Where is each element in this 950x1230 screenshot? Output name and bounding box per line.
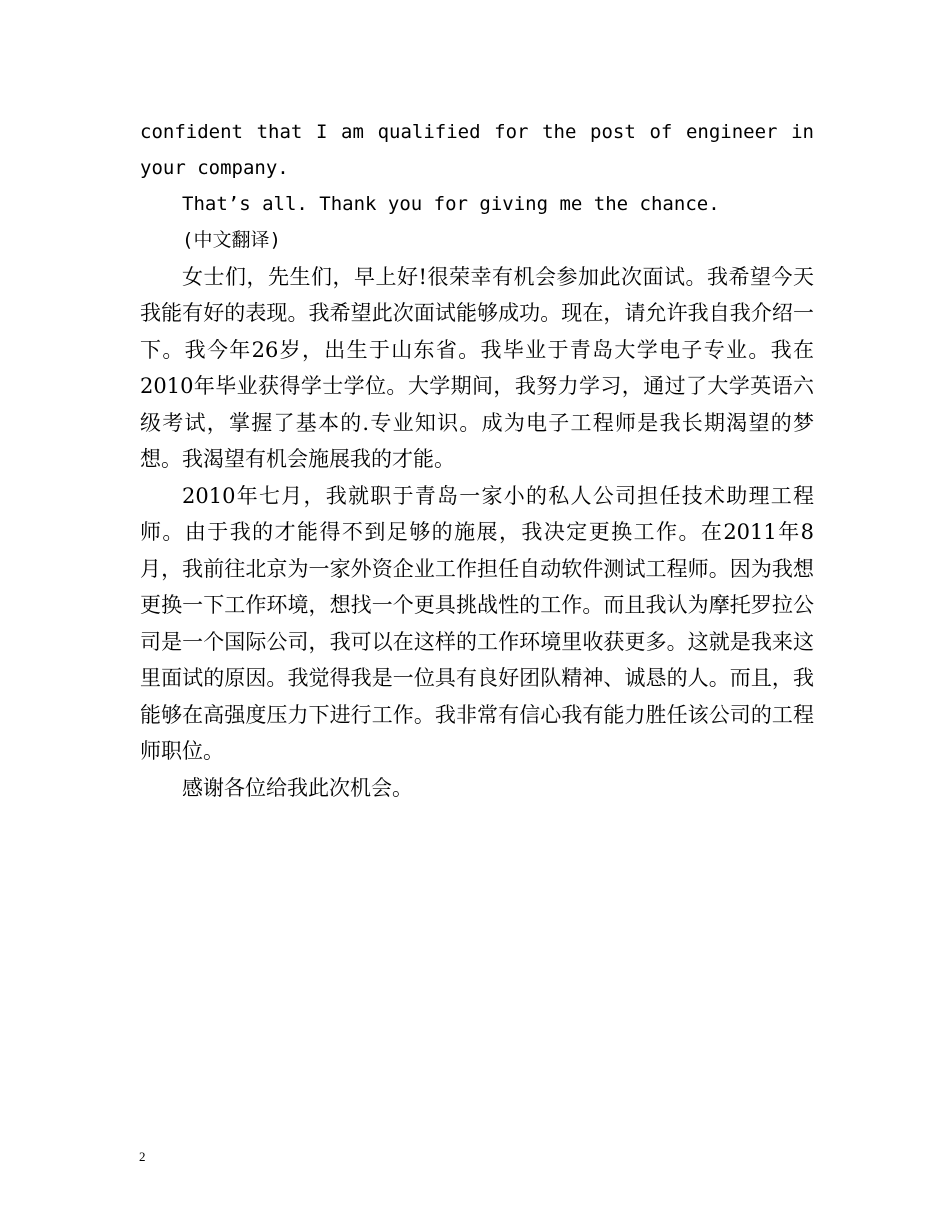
chinese-paragraph-thanks: 感谢各位给我此次机会。 [182,775,413,800]
english-continuation-paragraph: confident that I am qualified for the post of engineer in your company. [140,121,814,179]
translation-label: (中文翻译) [182,229,281,251]
page-number: 2 [139,1149,146,1164]
document-body [140,114,814,806]
chinese-paragraph-greeting: 女士们，先生们，早上好!很荣幸有机会参加此次面试。我希望今天我能有好的表现。我希望此次面试能够成功。现在，请允许我自我介绍一下。我今年26岁，出生于山东省。我毕业于青岛大学电子专业。我在2010年毕业获得学士学位。大学期间，我努力学习，通过了大学英语六级考试，掌握了基本的.专业知识。成为电子工程师是我长期渴望的梦想。我渴望有机会施展我的才能。 [140,264,814,471]
english-closing-paragraph: That’s all. Thank you for giving me the chance. [182,193,720,215]
chinese-paragraph-experience: 2010年七月，我就职于青岛一家小的私人公司担任技术助理工程师。由于我的才能得不到足够的施展，我决定更换工作。在2011年8月，我前往北京为一家外资企业工作担任自动软件测试工程师。因为我想更换一下工作环境，想找一个更具挑战性的工作。而且我认为摩托罗拉公司是一个国际公司，我可以在这样的工作环境里收获更多。这就是我来这里面试的原因。我觉得我是一位具有良好团队精神、诚恳的人。而且，我能够在高强度压力下进行工作。我非常有信心我有能力胜任该公司的工程师职位。 [140,483,814,763]
